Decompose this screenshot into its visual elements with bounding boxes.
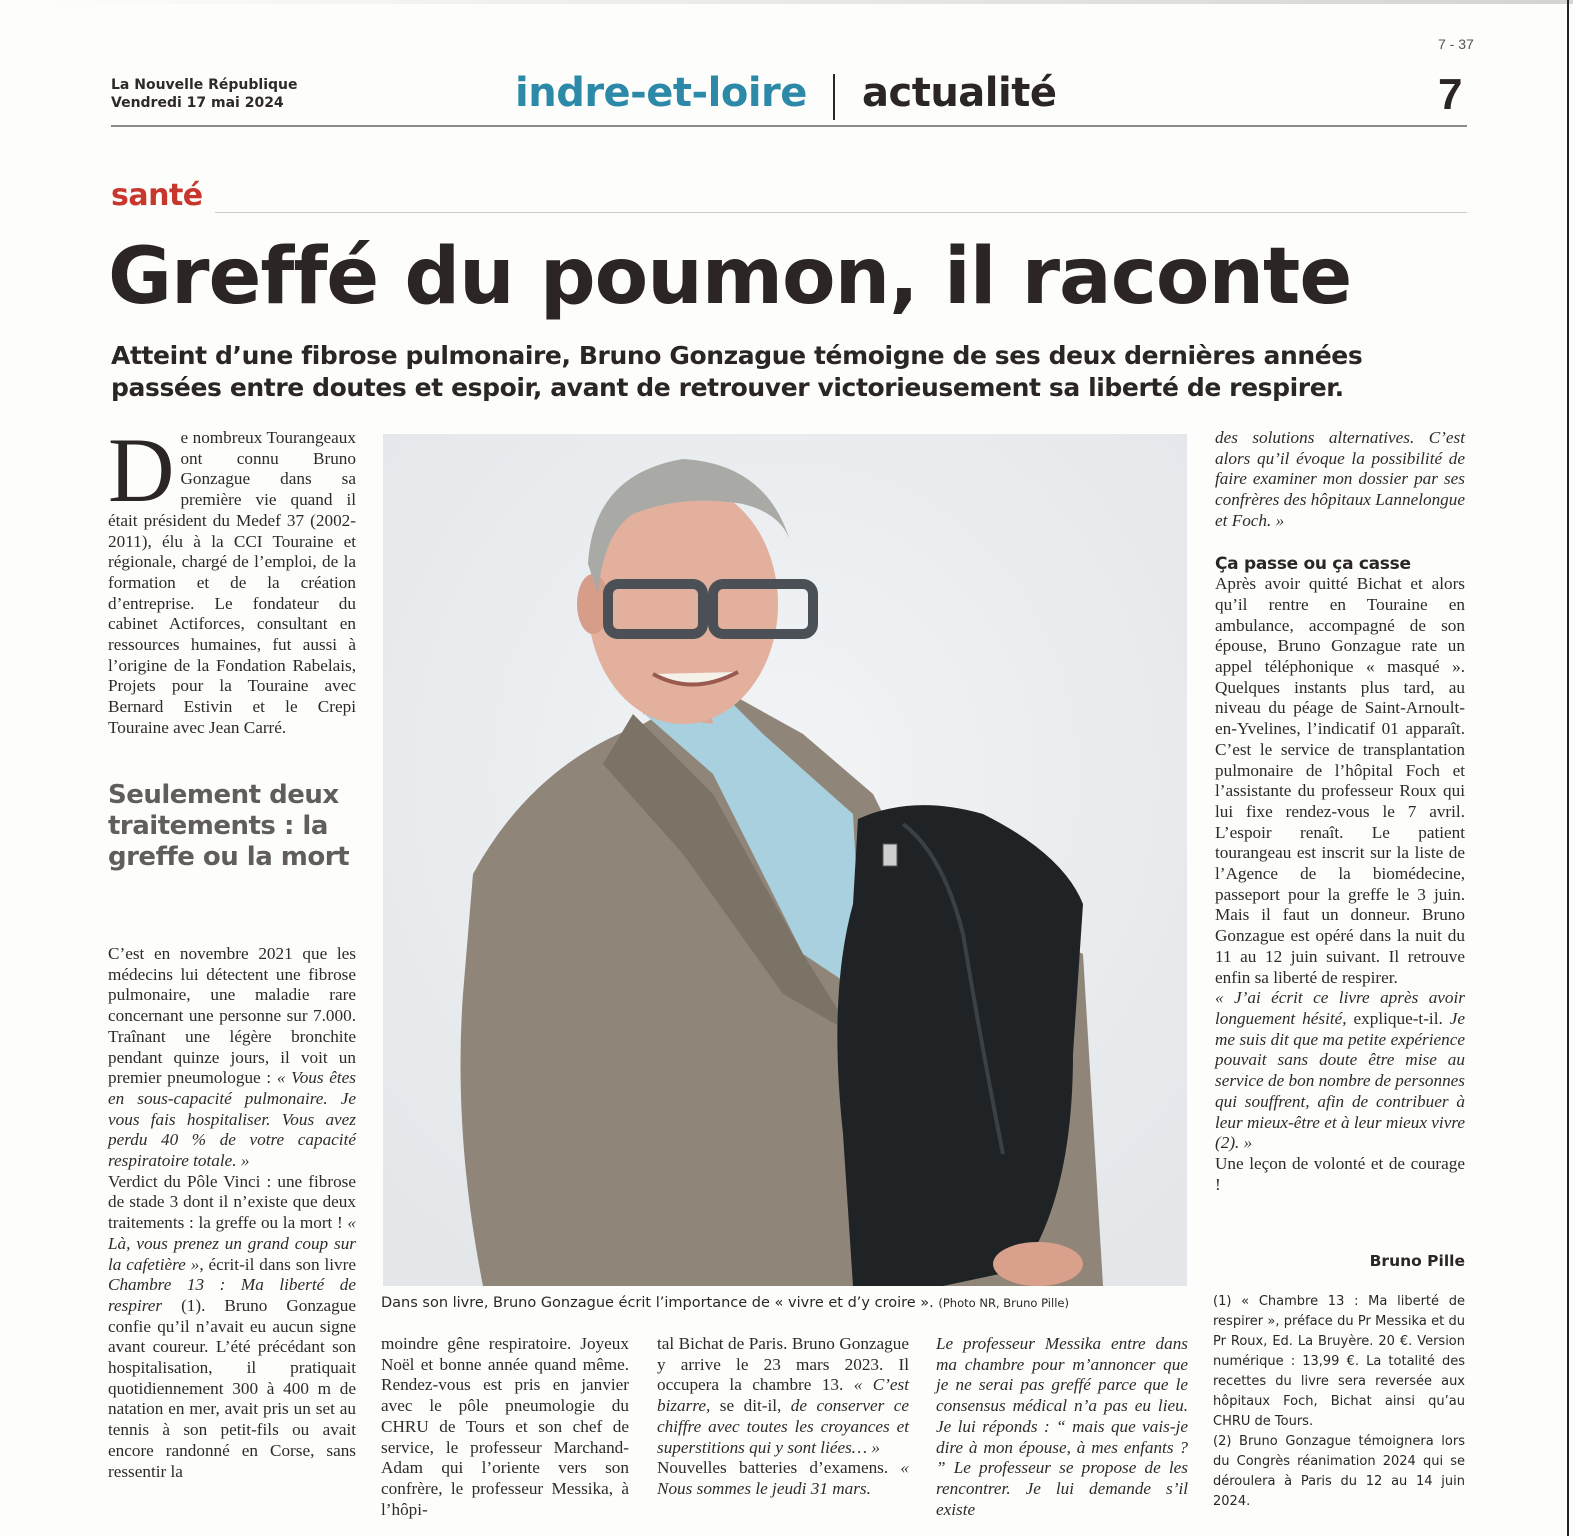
subheading: Seulement deux traitements : la greffe ou la mort [108, 780, 350, 872]
body-paragraph: Une leçon de volonté et de courage ! [1215, 1153, 1465, 1194]
photo-caption [381, 1295, 1069, 1311]
footnote: (1) « Chambre 13 : Ma liberté de respirer », préface du Pr Messika et du Pr Roux, Ed. La Bruyère. 20 €. Version numérique : 13,99 €. La totalité des recettes du livre sera reversée aux hôpitaux Foch, Bichat ainsi qu’au CHRU de Tours. [1213, 1294, 1465, 1429]
portrait-photo [383, 434, 1187, 1286]
body-paragraph [936, 1334, 1188, 1520]
quote: « Là, vous prenez un grand coup sur la cafetière » [108, 1213, 356, 1274]
scan-edge-right [1567, 0, 1569, 1536]
quote: « J’ai écrit ce livre après avoir longuement hésité, [1215, 988, 1465, 1028]
book-title: Chambre 13 : Ma liberté de respirer [108, 1275, 356, 1315]
quote: Je me suis dit que ma petite expérience pouvait sans doute être mise au service de bon nombre de personnes qui souffrent, afin de contribuer à leur mieux-être et à leur mieux vivre (2). » [1215, 1008, 1465, 1153]
body-text: (1). Bruno Gonzague confie qu’il n’avait eu aucun signe avant coureur. L’été précédant son hospitalisation, il pratiquait quotidiennement 300 à 400 m de natation en mer, avait pris un set au tennis à son petit-fils ou avait encore randonné en Corse, sans ressentir la [108, 1295, 356, 1481]
article-column-3 [657, 1334, 909, 1500]
byline: Bruno Pille [1369, 1252, 1465, 1270]
body-text: C’est en novembre 2021 que les médecins lui détectent une fibrose pulmonaire, une maladie rare concernant une personne sur 7.000. Traînant une légère bronchite pendant quinze jours, il voit un premier pneumologue : [108, 944, 356, 1088]
kicker: santé [111, 178, 203, 213]
body-paragraph: Après avoir quitté Bichat et alors qu’il rentre en Touraine en ambulance, accompagné de son épouse, Bruno Gonzague rate un appel téléphonique « masqué ». Quelques instants plus tard, au niveau du péage de Saint-Arnoult-en-Yvelines, l’indicatif 01 apparaît. C’est le service de transplantation pulmonaire de l’hôpital Foch et l’assistante du professeur Roux qui lui fixe rendez-vous le 7 avril. L’espoir renaît. Le patient tourangeau est inscrit sur la liste de l’Agence de la biomédecine, passeport pour la greffe le 3 juin. Mais il faut un donneur. Bruno Gonzague est opéré dans la nuit du 11 au 12 juin suivant. Il retrouve enfin sa liberté de respirer. [1215, 574, 1465, 987]
body-paragraph [657, 1334, 909, 1458]
rubric-divider [833, 74, 835, 120]
kicker-rule [215, 212, 1467, 213]
body-text: Nouvelles batteries d’examens. [657, 1458, 901, 1478]
quote: Le professeur Messika entre dans ma chambre pour m’annoncer que je ne serai pas greffé parce que le consensus médical n’a pas eu lieu. Je lui réponds : “ mais que vais-je dire à mon épouse, à mes enfants ? ” Le professeur se propose de les rencontrer. Je lui demande s’il existe [936, 1334, 1188, 1519]
quote: « C’est bizarre, [657, 1375, 910, 1416]
photo-illustration [383, 434, 1187, 1286]
headline: Greffé du poumon, il raconte [108, 232, 1352, 322]
header-rule [111, 125, 1467, 127]
photo-credit: (Photo NR, Bruno Pille) [938, 1296, 1069, 1310]
publication-date: Vendredi 17 mai 2024 [111, 95, 284, 111]
folio: 7 - 37 [1438, 36, 1474, 52]
body-paragraph [1215, 428, 1465, 532]
article-column-4 [936, 1334, 1188, 1520]
article-column-5 [1215, 428, 1465, 1195]
quote: des solutions alternatives. C’est alors qu’il évoque la possibilité de faire examiner mon dossier par ses confrères des hôpitaux Lannelongue et Foch. » [1215, 428, 1465, 530]
scan-edge-top [0, 0, 1573, 4]
article-column-1 [108, 944, 356, 1482]
body-paragraph [1215, 988, 1465, 1154]
footnote: (2) Bruno Gonzague témoignera lors du Congrès réanimation 2024 qui se déroulera à Paris du 12 au 14 juin 2024. [1213, 1434, 1465, 1509]
body-paragraph: moindre gêne respiratoire. Joyeux Noël et bonne année quand même. Rendez-vous est pris en janvier avec le pôle pneumologie du CHRU de Tours et son chef de service, le professeur Marchand-Adam qui l’oriente vers son confrère, le professeur Messika, à l’hôpi- [381, 1334, 629, 1519]
footnotes [1213, 1292, 1465, 1512]
region-rubric: indre-et-loire [515, 70, 807, 116]
body-text: , écrit-il dans son livre [199, 1254, 357, 1274]
caption-text: Dans son livre, Bruno Gonzague écrit l’importance de « vivre et d’y croire ». [381, 1295, 934, 1311]
newspaper-name: La Nouvelle République [111, 77, 298, 93]
body-paragraph [657, 1458, 909, 1499]
body-text: tal Bichat de Paris. Bruno Gonzague y arrive le 23 mars 2023. Il occupera la chambre 13. [657, 1334, 909, 1395]
body-paragraph [108, 1172, 356, 1483]
body-text: Verdict du Pôle Vinci : une fibrose de stade 3 dont il n’existe que deux traitements : la greffe ou la mort ! [108, 1171, 356, 1233]
body-paragraph [108, 944, 356, 1172]
quote: « Nous sommes le jeudi 31 mars. [657, 1458, 909, 1498]
section-rubric: actualité [862, 70, 1057, 116]
body-text: se dit-il, [710, 1396, 791, 1416]
inner-heading: Ça passe ou ça casse [1215, 553, 1411, 574]
quote: « Vous êtes en sous-capacité pulmonaire. Je vous fais hospitaliser. Vous avez perdu 40 % de votre capacité respiratoire totale. » [108, 1068, 356, 1171]
article-intro [108, 419, 356, 739]
quote: de conserver ce chiffre avec toutes les croyances et superstitions qui y sont liées… » [657, 1396, 909, 1457]
page-number: 7 [1438, 70, 1463, 119]
article-column-2 [381, 1334, 629, 1520]
intro-text: e nombreux Tourangeaux ont connu Bruno Gonzague dans sa première vie quand il était président du Medef 37 (2002-2011), élu à la CCI Touraine et régionale, chargé de l’emploi, de la formation et de la création d’entreprise. Le fondateur du cabinet Actiforces, consultant en ressources humaines, fut aussi à l’origine de la Fondation Rabelais, Projets pour la Touraine avec Bernard Estivin et le Crepi Touraine avec Jean Carré. [108, 428, 356, 737]
standfirst: Atteint d’une fibrose pulmonaire, Bruno Gonzague témoigne de ses deux dernières années passées entre doutes et espoir, avant de retrouver victorieusement sa liberté de respirer. [111, 341, 1363, 402]
dropcap: D [108, 419, 175, 521]
body-text: explique-t-il. [1346, 1008, 1450, 1028]
